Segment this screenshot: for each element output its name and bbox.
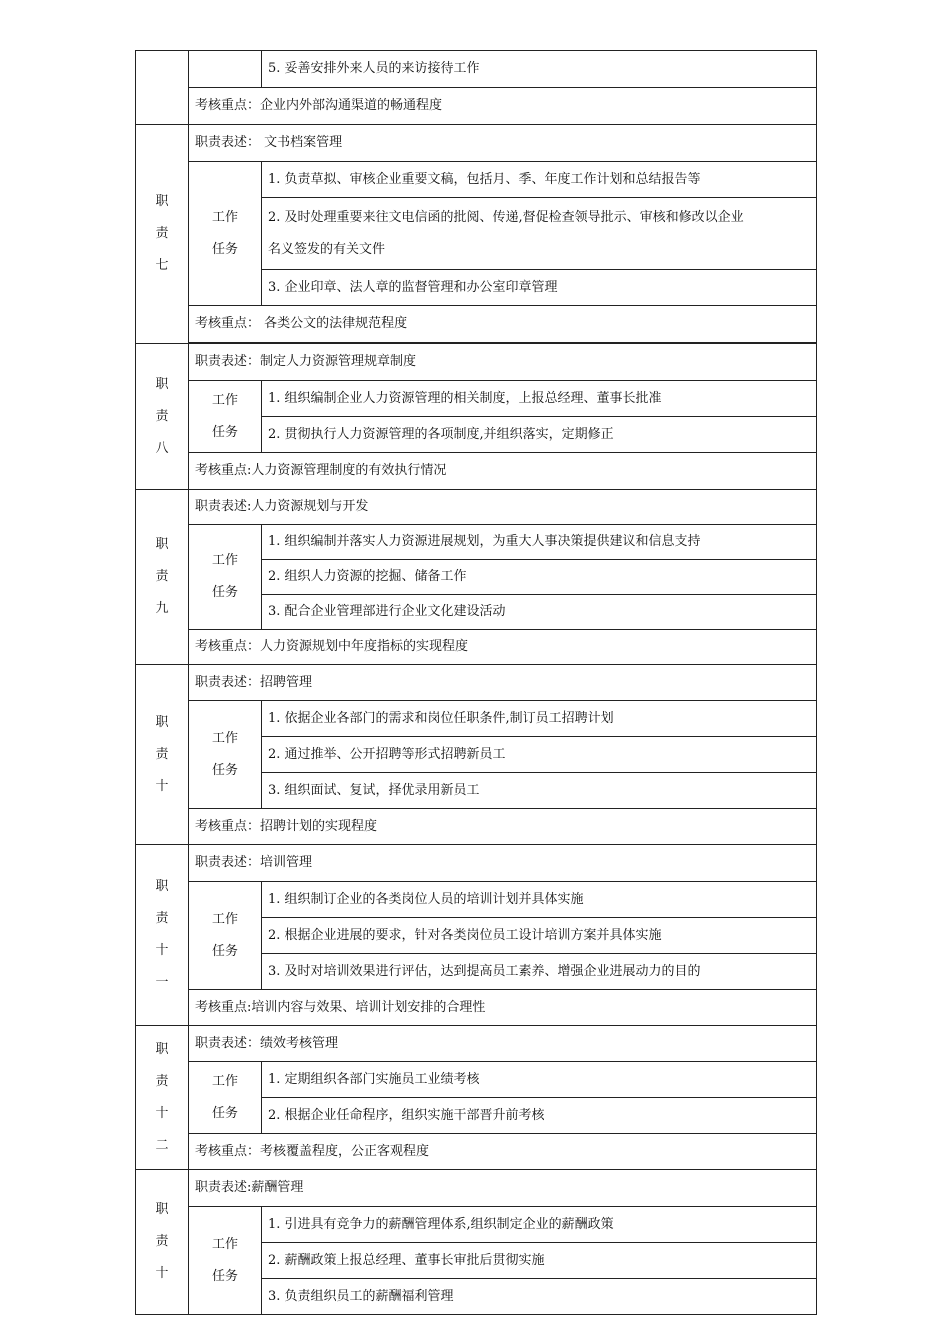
duty-label-cell: 职 责 十 bbox=[136, 665, 189, 845]
table-row bbox=[136, 701, 817, 737]
task-item: 1. 引进具有竞争力的薪酬管理体系,组织制定企业的薪酬政策 bbox=[262, 1207, 817, 1243]
work-task-label-cell: 工作 任务 bbox=[189, 882, 262, 990]
table-row bbox=[136, 809, 817, 845]
duty-label-cell: 职 责 九 bbox=[136, 490, 189, 665]
duty-description: 职责表述:人力资源规划与开发 bbox=[189, 490, 817, 525]
table-row bbox=[136, 88, 817, 125]
duty-description: 职责表述：制定人力资源管理规章制度 bbox=[189, 344, 817, 381]
task-item: 1. 组织编制企业人力资源管理的相关制度，上报总经理、董事长批准 bbox=[262, 381, 817, 417]
work-task-label-cell: 工作 任务 bbox=[189, 701, 262, 809]
duty-label-cell: 职 责 七 bbox=[136, 125, 189, 344]
kpi-cell: 考核重点：考核覆盖程度，公正客观程度 bbox=[189, 1134, 817, 1170]
task-item: 5. 妥善安排外来人员的来访接待工作 bbox=[262, 51, 817, 88]
task-item: 1. 依据企业各部门的需求和岗位任职条件,制订员工招聘计划 bbox=[262, 701, 817, 737]
task-item: 2. 组织人力资源的挖掘、储备工作 bbox=[262, 560, 817, 595]
work-task-label-cell bbox=[189, 51, 262, 88]
task-item: 3. 企业印章、法人章的监督管理和办公室印章管理 bbox=[262, 270, 817, 306]
duty-label-cell: 职 责 十 一 bbox=[136, 845, 189, 1026]
work-task-label-cell: 工作 任务 bbox=[189, 525, 262, 630]
table-row bbox=[136, 990, 817, 1026]
work-task-label-cell: 工作 任务 bbox=[189, 1062, 262, 1134]
duty-label-cell bbox=[136, 51, 189, 125]
table-row bbox=[136, 1170, 817, 1207]
table-row bbox=[136, 162, 817, 198]
kpi-cell: 考核重点：招聘计划的实现程度 bbox=[189, 809, 817, 845]
task-item: 3. 配合企业管理部进行企业文化建设活动 bbox=[262, 595, 817, 630]
table-row bbox=[136, 630, 817, 665]
task-item: 1. 负责草拟、审核企业重要文稿，包括月、季、年度工作计划和总结报告等 bbox=[262, 162, 817, 198]
table-row bbox=[136, 1062, 817, 1098]
duty-description: 职责表述：绩效考核管理 bbox=[189, 1026, 817, 1062]
kpi-cell: 考核重点:培训内容与效果、培训计划安排的合理性 bbox=[189, 990, 817, 1026]
table-row bbox=[136, 1134, 817, 1170]
task-item: 3. 及时对培训效果进行评估，达到提高员工素养、增强企业进展动力的目的 bbox=[262, 954, 817, 990]
table-row bbox=[136, 306, 817, 343]
table-row bbox=[136, 381, 817, 417]
task-item: 2. 薪酬政策上报总经理、董事长审批后贯彻实施 bbox=[262, 1243, 817, 1279]
table-row bbox=[136, 344, 817, 381]
work-task-label-cell: 工作 任务 bbox=[189, 162, 262, 306]
table-row bbox=[136, 1207, 817, 1243]
table-row bbox=[136, 525, 817, 560]
task-item: 1. 定期组织各部门实施员工业绩考核 bbox=[262, 1062, 817, 1098]
work-task-label-cell: 工作 任务 bbox=[189, 381, 262, 453]
table-row bbox=[136, 845, 817, 882]
kpi-cell: 考核重点： 各类公文的法律规范程度 bbox=[189, 306, 817, 343]
duty-table bbox=[135, 50, 817, 1315]
table-row bbox=[136, 665, 817, 701]
duty-description: 职责表述：招聘管理 bbox=[189, 665, 817, 701]
kpi-cell: 考核重点：企业内外部沟通渠道的畅通程度 bbox=[189, 88, 817, 125]
task-item: 1. 组织编制并落实人力资源进展规划，为重大人事决策提供建议和信息支持 bbox=[262, 525, 817, 560]
task-item: 2. 通过推举、公开招聘等形式招聘新员工 bbox=[262, 737, 817, 773]
task-item: 3. 组织面试、复试，择优录用新员工 bbox=[262, 773, 817, 809]
table-row bbox=[136, 51, 817, 88]
duty-description: 职责表述:薪酬管理 bbox=[189, 1170, 817, 1207]
duty-label-cell: 职 责 十 bbox=[136, 1170, 189, 1315]
table-row bbox=[136, 882, 817, 918]
duty-label-cell: 职 责 十 二 bbox=[136, 1026, 189, 1170]
duty-label-cell: 职 责 八 bbox=[136, 344, 189, 490]
table-row bbox=[136, 453, 817, 490]
kpi-cell: 考核重点:人力资源管理制度的有效执行情况 bbox=[189, 453, 817, 490]
work-task-label-cell: 工作 任务 bbox=[189, 1207, 262, 1315]
duty-description: 职责表述：培训管理 bbox=[189, 845, 817, 882]
table-row bbox=[136, 125, 817, 162]
task-item: 3. 负责组织员工的薪酬福利管理 bbox=[262, 1279, 817, 1315]
table-row bbox=[136, 1026, 817, 1062]
task-item: 2. 根据企业任命程序，组织实施干部晋升前考核 bbox=[262, 1098, 817, 1134]
task-item: 1. 组织制订企业的各类岗位人员的培训计划并具体实施 bbox=[262, 882, 817, 918]
table-row bbox=[136, 490, 817, 525]
task-item: 2. 根据企业进展的要求，针对各类岗位员工设计培训方案并具体实施 bbox=[262, 918, 817, 954]
task-item: 2. 贯彻执行人力资源管理的各项制度,并组织落实，定期修正 bbox=[262, 417, 817, 453]
task-item: 2. 及时处理重要来往文电信函的批阅、传递,督促检查领导批示、审核和修改以企业 名义签发的有关文件 bbox=[262, 198, 817, 270]
kpi-cell: 考核重点：人力资源规划中年度指标的实现程度 bbox=[189, 630, 817, 665]
duty-description: 职责表述： 文书档案管理 bbox=[189, 125, 817, 162]
